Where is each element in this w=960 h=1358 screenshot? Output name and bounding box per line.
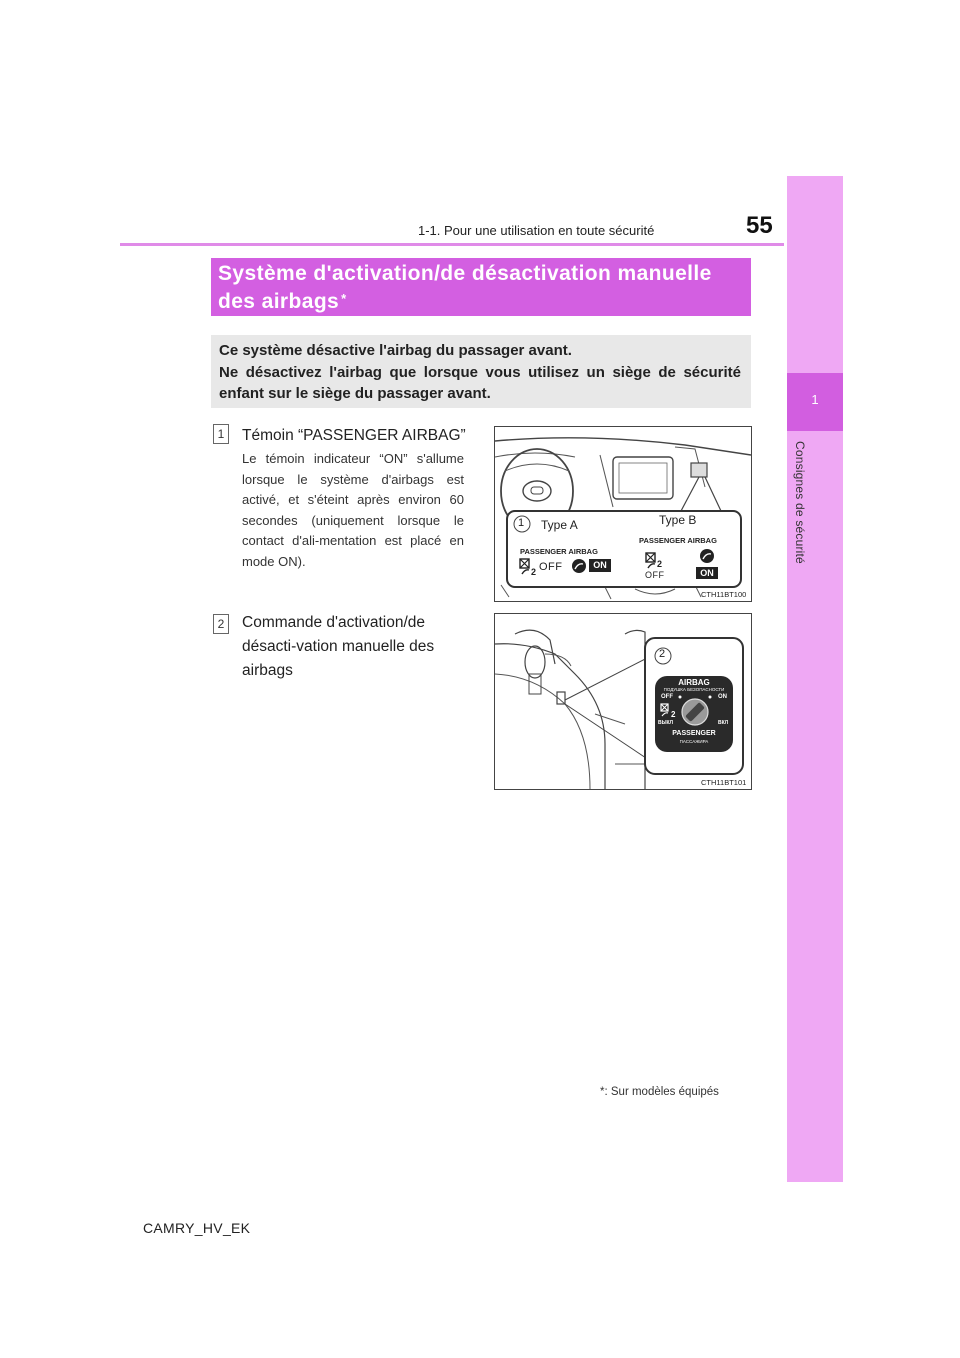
airbag-label-ru: ПОДУШКА БЕЗОПАСНОСТИ <box>663 687 725 692</box>
off-label-a: OFF <box>539 561 563 573</box>
type-a-label: Type A <box>541 518 578 532</box>
intro-line-2: Ne désactivez l'airbag que lorsque vous utilisez un siège de sécurité enfant sur le siège du passager avant. <box>219 363 741 402</box>
on-label-b: ON <box>696 567 718 579</box>
airbag-label: AIRBAG <box>678 678 710 687</box>
footer-code: CAMRY_HV_EK <box>143 1220 251 1236</box>
panel-label-a: PASSENGER AIRBAG <box>520 547 598 556</box>
item-body-1: Le témoin indicateur “ON” s'allume lorsque le système d'airbags est activé, et s'éteint après environ 60 secondes (uniquement lorsque le contact d'ali-mentation est placé en mode ON). <box>242 451 464 569</box>
switch-off-label-ru: ВЫКЛ <box>658 720 674 726</box>
on-label-a: ON <box>589 559 611 572</box>
airbag-on-icon-a <box>571 558 587 574</box>
page-title-text: Système d'activation/de désactivation manuelle des airbags <box>218 262 712 313</box>
intro-text <box>219 340 741 405</box>
footnote-star: * <box>600 1086 605 1098</box>
switch-on-label: ON <box>718 694 727 700</box>
footnote <box>600 1086 719 1098</box>
intro-line-1: Ce système désactive l'airbag du passager avant. <box>219 342 572 359</box>
seat-number-switch: 2 <box>671 710 676 719</box>
section-title: 1-1. Pour une utilisation en toute sécurité <box>418 223 655 238</box>
type-b-label: Type B <box>659 513 697 527</box>
panel-label-b: PASSENGER AIRBAG <box>639 536 717 545</box>
seat-number-a: 2 <box>531 567 537 577</box>
page-number: 55 <box>746 212 773 239</box>
figure-airbag-switch <box>494 613 752 790</box>
figure-code-2: CTH11BT101 <box>701 778 747 787</box>
chapter-label: Consignes de sécurité <box>793 441 807 564</box>
header-rule <box>120 243 784 246</box>
callout-number-2: 2 <box>659 648 666 660</box>
item-title-2: Commande d'activation/de désacti-vation manuelle des airbags <box>242 614 435 679</box>
switch-off-label: OFF <box>661 694 673 700</box>
figure-passenger-airbag-indicator <box>494 426 752 602</box>
item-badge-2: 2 <box>213 614 229 634</box>
off-label-b: OFF <box>645 570 665 580</box>
airbag-on-icon-b <box>699 548 715 564</box>
side-band <box>787 176 843 1182</box>
item-badge-1: 1 <box>213 424 229 444</box>
switch-on-label-ru: ВКЛ <box>718 720 729 726</box>
footnote-text: : Sur modèles équipés <box>604 1086 719 1098</box>
chapter-number: 1 <box>811 392 819 407</box>
title-star: * <box>341 291 347 306</box>
seat-number-b: 2 <box>657 559 663 569</box>
console-illustration <box>495 614 751 789</box>
item-title-1: Témoin “PASSENGER AIRBAG” <box>242 427 466 444</box>
figure-code-1: CTH11BT100 <box>701 590 747 599</box>
passenger-label: PASSENGER <box>672 730 716 737</box>
page-title <box>218 260 748 316</box>
callout-number-1: 1 <box>518 517 525 529</box>
passenger-label-ru: ПАССАЖИРА <box>679 739 709 744</box>
